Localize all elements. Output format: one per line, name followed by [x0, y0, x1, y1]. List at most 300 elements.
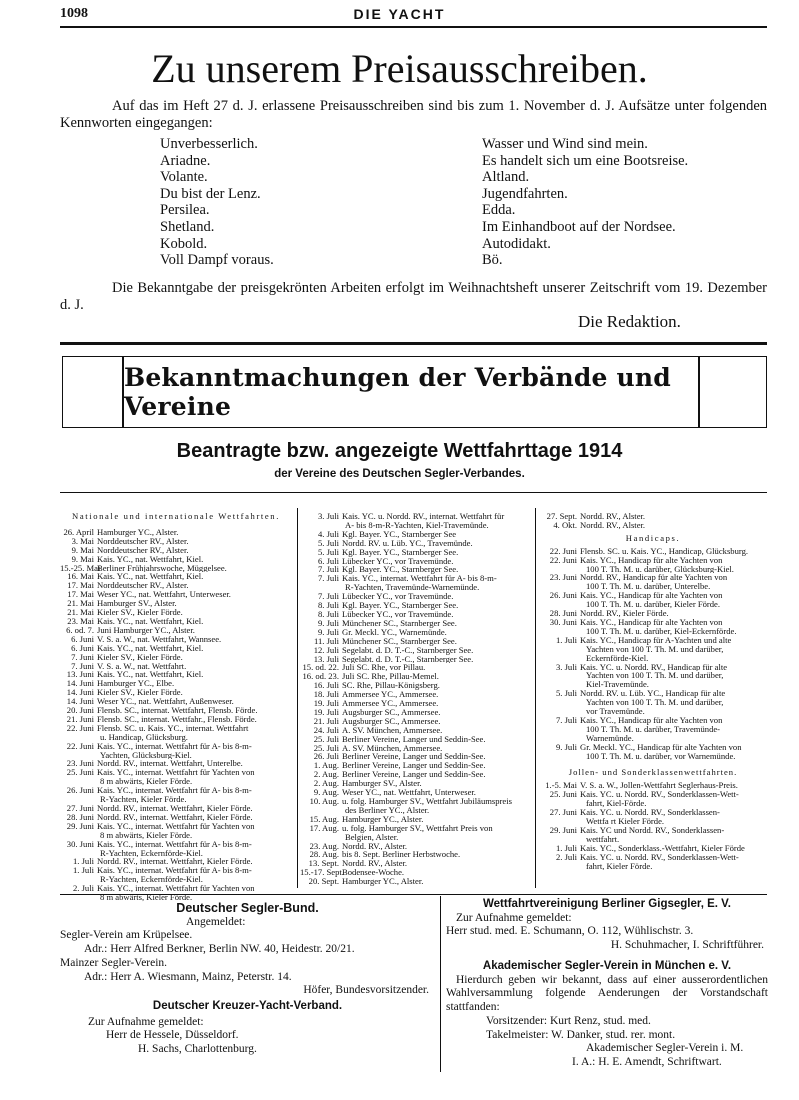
entry-text: Hamburger YC., Alster.	[342, 877, 424, 887]
entry-continuation: R-Yachten, Travemünde-Warnemünde.	[345, 583, 480, 593]
entry-date: 23. Juni	[549, 572, 577, 583]
entry-text: Lübecker YC., vor Travemünde.	[342, 592, 454, 602]
banner-box	[122, 356, 700, 428]
entry-text: Nordd. RV., internat. Wettfahrt, Kieler Förde.	[97, 857, 253, 867]
entry-text: Kgl. Bayer. YC., Starnberger See	[342, 529, 457, 539]
dsb-angemeldet: Angemeldet:	[186, 915, 246, 928]
entry-text: Norddeutscher RV., Alster.	[97, 545, 189, 555]
entry-text: Kais. YC. u. Nordd. RV., Handicap für alte	[580, 662, 728, 672]
kennwort: Shetland.	[160, 218, 215, 235]
entry-text: Kais. YC., nat. Wettfahrt, Kiel.	[97, 616, 204, 626]
page-title: Zu unserem Preisausschreiben.	[151, 46, 648, 91]
entry-text: Juli SC. Rhe, vor Pillau.	[342, 663, 426, 673]
entry-text: Hamburger YC., Elbe.	[97, 679, 175, 689]
entry-date: 17. Mai	[67, 589, 94, 600]
entry-continuation: vor Travemünde.	[586, 707, 645, 716]
entry-continuation: fahrt, Kieler Förde.	[586, 861, 653, 871]
entry-date: 21. Mai	[67, 598, 94, 609]
entry-text: Segelabt. d. D. T.-C., Starnberger See.	[342, 654, 474, 664]
regatta-entry	[60, 866, 292, 875]
entry-date: 22. Juni	[66, 740, 94, 751]
entry-date: 14. Juni	[66, 687, 94, 698]
entry-date: 6. Juli	[317, 555, 339, 566]
regatta-entry	[60, 759, 292, 768]
akademisch-vorsitzender: Kurt Renz, stud. med.	[549, 1014, 651, 1027]
entry-date: 15. od. 22.	[302, 662, 339, 673]
regatta-entry	[538, 556, 768, 565]
entry-date: 21. Juni	[66, 713, 94, 724]
regatta-entry	[538, 808, 768, 817]
entry-date: 1.-5. Mai	[545, 780, 577, 791]
page-number: 1098	[60, 6, 88, 21]
entry-continuation: 100 T. Th. M. u. darüber, vor Warnemünde.	[586, 751, 736, 761]
entry-text: Nordd. RV., Alster.	[342, 859, 408, 869]
entry-text: Kais. YC., nat. Wettfahrt, Kiel.	[97, 670, 204, 680]
dsb-title: Deutscher Segler-Bund.	[176, 901, 319, 915]
entry-continuation: Yachten von 100 T. Th. M. und darüber,	[586, 698, 724, 708]
entry-text: Flensb. SC., internat. Wettfahrt, Flensb. Förde.	[97, 706, 258, 715]
entry-text: Kais. YC., Handicap für alte Yachten von	[580, 591, 723, 601]
regatta-entry	[60, 581, 292, 590]
entry-text: Berliner Vereine, Langer und Seddin-See.	[342, 770, 486, 780]
entry-text: Kais. YC., Handicap für alte Yachten von	[580, 555, 723, 565]
entry-text: Nordd. RV., internat. Wettfahrt, Kieler Förde.	[97, 804, 253, 813]
entry-text: Hamburger SV., Alster.	[97, 599, 177, 609]
kennwort: Altland.	[482, 169, 530, 186]
entry-text: Gr. Meckl. YC., Handicap für alte Yachten von	[580, 742, 742, 752]
entry-text: Nordd. RV., Handicap für alte Yachten von	[580, 573, 728, 583]
entry-text: Hamburger SV., Alster.	[342, 779, 422, 789]
regatta-entry	[538, 689, 768, 698]
entry-date: 26. April	[63, 526, 94, 537]
entry-date: 23. Aug.	[309, 840, 339, 851]
regatta-entry	[538, 573, 768, 582]
entry-text: SC. Rhe, Pillau-Königsberg.	[342, 681, 440, 691]
entry-text: Kais. YC., Sonderklass.-Wettfahrt, Kieler Förde	[580, 843, 745, 853]
entry-date: 12. Juli	[313, 644, 339, 655]
entry-text: Kais. YC., Handicap für alte Yachten von	[580, 715, 723, 725]
entry-date: 22. Juni	[66, 722, 94, 733]
regatta-entry	[60, 715, 292, 724]
entry-date: 4. Okt.	[553, 519, 577, 530]
regatta-entry	[60, 572, 292, 581]
kennwort: Im Einhandboot auf der Nordsee.	[482, 218, 676, 235]
kennwort: Jugendfahrten.	[482, 185, 568, 202]
entry-text: Berliner Vereine, Langer und Seddin-See.	[342, 761, 486, 771]
gigsegler-signature: H. Schuhmacher, I. Schriftführer.	[610, 939, 764, 952]
entry-continuation: 8 m abwärts, Kieler Förde.	[100, 830, 193, 840]
entry-date: 8. Juli	[317, 600, 339, 611]
column-divider	[297, 508, 298, 888]
regatta-entry	[60, 528, 292, 537]
entry-date: 11. Juli	[314, 635, 339, 646]
entry-date: 26. Juni	[549, 590, 577, 601]
entry-text: Kais. YC., nat. Wettfahrt, Kiel.	[97, 572, 204, 582]
entry-text: Kais. YC., internat. Wettfahrt für A- bis 8-m-	[342, 574, 497, 584]
regatta-entry	[60, 688, 292, 697]
dsb-line: Adr.: Herr A. Wiesmann, Mainz, Peterstr. 14.	[84, 970, 292, 983]
entry-text: Weser YC., nat. Wettfahrt, Unterweser.	[97, 590, 231, 600]
regatta-entry	[60, 590, 292, 599]
entry-date: 4. Juli	[317, 528, 339, 539]
entry-date: 1. Juli	[72, 856, 94, 867]
entry-continuation: 100 T. Th. M. u. darüber, Kiel-Eckernförde.	[586, 626, 737, 636]
akademisch-title: Akademischer Segler-Verein in München e. V.	[482, 960, 732, 972]
entry-date: 5. Juli	[317, 546, 339, 557]
entry-date: 7. Juli	[317, 591, 339, 602]
entry-text: Kais. YC., internat. Wettfahrt für A- bis 8-m-	[97, 866, 252, 876]
entry-date: 2. Aug.	[313, 778, 339, 789]
regatta-entry	[300, 877, 532, 886]
entry-text: Kais. YC., nat. Wettfahrt, Kiel.	[97, 554, 204, 564]
entry-continuation: Yachten, Glücksburg-Kiel.	[100, 750, 192, 760]
entry-date: 3. Juli	[317, 511, 339, 521]
entry-date: 17. Mai	[67, 580, 94, 591]
regatta-entry	[60, 813, 292, 822]
entry-date: 29. Juni	[66, 820, 94, 831]
regatta-entry	[60, 644, 292, 653]
table-bottom-rule	[60, 894, 767, 895]
regatta-entry	[60, 626, 292, 635]
kennworte-left-list	[160, 136, 274, 269]
regatta-entry	[538, 618, 768, 627]
dsb-notice	[60, 902, 435, 998]
entry-text: Kais. YC., nat. Wettfahrt, Kiel.	[97, 643, 204, 653]
regatta-entry	[60, 840, 292, 849]
entry-text: Berliner Vereine, Langer und Seddin-See.	[342, 752, 486, 762]
table-top-rule	[60, 492, 767, 493]
kennwort: Es handelt sich um eine Bootsreise.	[482, 152, 689, 169]
entry-date: 21. Mai	[67, 607, 94, 618]
entry-date: 28. Juni	[549, 608, 577, 619]
regatta-entry	[538, 853, 768, 862]
dsb-line: Adr.: Herr Alfred Berkner, Berlin NW. 40, Heidestr. 20/21.	[84, 943, 355, 956]
banner-heading: Bekanntmachungen der Verbände und Vereine	[124, 363, 671, 421]
regatta-entry	[538, 826, 768, 835]
entry-date: 25. Juli	[313, 742, 339, 753]
section-divider	[60, 342, 767, 345]
entry-text: Nordd. RV., internat. Wettfahrt, Kieler Förde.	[97, 812, 253, 822]
outro-paragraph: Die Bekanntgabe der preisgekrönten Arbeiten erfolgt im Weihnachtsheft unserer Zeitschrift vom 19. Dezember d. J.	[60, 280, 767, 313]
entry-text: Nordd. RV. u. Lüb. YC., Handicap für alte	[580, 689, 726, 699]
entry-text: Nordd. RV. u. Lüb. YC., Travemünde.	[342, 538, 473, 548]
entry-text: Segelabt. d. D. T.-C., Starnberger See.	[342, 645, 474, 655]
entry-continuation: Warnemünde.	[586, 733, 634, 743]
regatta-entry	[60, 653, 292, 662]
entry-text: Nordd. RV., Alster.	[580, 520, 646, 530]
entry-continuation: 8 m abwärts, Kieler Förde.	[100, 777, 193, 787]
entry-text: Flensb. SC. u. Kais. YC., internat. Wettfahrt	[97, 723, 249, 733]
regatta-column-2	[300, 512, 532, 886]
entry-date: 9. Mai	[71, 553, 94, 564]
entry-date: 9. Juli	[317, 626, 339, 637]
entry-continuation: R-Yachten, Kieler Förde.	[100, 795, 187, 804]
entry-date: 27. Juni	[66, 803, 94, 813]
regatta-entry	[538, 521, 768, 530]
regatta-entry	[60, 742, 292, 751]
entry-continuation: Yachten von 100 T. Th. M. und darüber,	[586, 671, 724, 681]
akademisch-text: Hierdurch geben wir bekannt, dass auf einer ausserordentlichen Wahlversammlung folgende Aenderungen der Vorstandschaft stattfanden:	[446, 973, 768, 1014]
entry-date: 8. Juli	[317, 608, 339, 619]
regatta-entry	[538, 716, 768, 725]
regatta-entry	[60, 670, 292, 679]
entry-text: Lübecker YC., vor Travemünde.	[342, 609, 454, 619]
regatta-entry	[60, 679, 292, 688]
entry-text: Berliner Frühjahrswoche, Müggelsee.	[97, 563, 227, 573]
akademisch-notice	[446, 960, 768, 1070]
akademisch-takelmeister: W. Danker, stud. rer. mont.	[551, 1028, 676, 1041]
entry-text: Kgl. Bayer. YC., Starnberger See.	[342, 601, 459, 610]
regatta-column-3	[538, 512, 768, 870]
entry-date: 9. Mai	[71, 544, 94, 555]
kennwort: Wasser und Wind sind mein.	[482, 136, 648, 152]
dkyv-title: Deutscher Kreuzer-Yacht-Verband.	[152, 1000, 343, 1012]
entry-text: Lübecker YC., vor Travemünde.	[342, 556, 454, 566]
entry-text: Münchener SC., Starnberger See.	[342, 636, 457, 646]
entry-date: 5. Juli	[555, 688, 577, 699]
entry-date: 9. Juli	[317, 617, 339, 628]
regatta-entry	[60, 857, 292, 866]
entry-date: 18. Juli	[313, 689, 339, 700]
entry-text: Kais. YC. u. Nordd. RV., internat. Wettfahrt für	[342, 512, 505, 521]
entry-date: 15.-25. Mai	[60, 562, 101, 573]
column-heading: Nationale und internationale Wettfahrten.	[72, 511, 280, 521]
entry-continuation: Kiel-Travemünde.	[586, 680, 649, 690]
regatta-entry	[60, 537, 292, 546]
gigsegler-title: Wettfahrtvereinigung Berliner Gigsegler, E. V.	[483, 898, 731, 910]
entry-date: 13. Juli	[313, 653, 339, 664]
regatta-entry	[60, 546, 292, 555]
entry-text: Augsburger SC., Ammersee.	[342, 707, 441, 717]
entry-date: 28. Juni	[66, 811, 94, 822]
regatta-title: Beantragte bzw. angezeigte Wettfahrttage 1914	[176, 440, 623, 462]
kennwort: Du bist der Lenz.	[160, 185, 261, 202]
kennwort: Edda.	[482, 202, 516, 219]
intro-paragraph: Auf das im Heft 27 d. J. erlassene Preisausschreiben sind bis zum 1. November d. J. Aufsätze unter folgenden Kennworten eingegangen:	[60, 98, 767, 131]
entry-text: Hamburger YC., Alster.	[97, 527, 179, 537]
dsb-line: Mainzer Segler-Verein.	[60, 956, 168, 969]
regatta-entry	[60, 724, 292, 733]
regatta-entry	[300, 797, 532, 806]
entry-continuation: Belgien, Alster.	[345, 832, 399, 842]
entry-date: 1. Juli	[72, 865, 94, 876]
magazine-title: DIE YACHT	[353, 6, 446, 22]
entry-continuation: Wettfa rt Kieler Förde.	[586, 817, 665, 826]
gigsegler-member: Herr stud. med. E. Schumann, O. 112, Wühlischstr. 3.	[446, 925, 694, 938]
entry-date: 6. Juni	[71, 633, 94, 644]
regatta-entry	[538, 663, 768, 672]
entry-date: 7. Juni	[71, 651, 94, 662]
entry-text: Kais. YC. u. Nordd. RV., Sonderklassen-Wett-	[580, 790, 739, 800]
entry-date: 9. Juli	[555, 741, 577, 752]
kennwort: Kobold.	[160, 235, 208, 252]
entry-date: 2. Juli	[555, 851, 577, 862]
entry-date: 1. Aug.	[313, 760, 339, 771]
regatta-entry	[60, 599, 292, 608]
entry-text: Kais. YC. u. Nordd. RV., Sonderklassen-	[580, 808, 720, 817]
entry-text: Kais. YC., internat. Wettfahrt für Yachten von	[97, 821, 255, 831]
regatta-entry	[300, 512, 532, 521]
regatta-entry	[300, 574, 532, 583]
entry-date: 26. Juli	[313, 751, 339, 762]
dsb-line: Segler-Verein am Krüpelsee.	[60, 929, 193, 942]
gigsegler-aufnahme: Zur Aufnahme gemeldet:	[456, 911, 572, 924]
kennwort: Volante.	[160, 169, 208, 186]
entry-text: Nordd. RV., internat. Wettfahrt, Unterelbe.	[97, 759, 243, 769]
entry-continuation: des Berliner YC., Alster.	[345, 805, 430, 815]
akademisch-sig1: Akademischer Segler-Verein i. M.	[586, 1042, 744, 1055]
regatta-entry	[60, 768, 292, 777]
entry-date: 19. Juli	[313, 698, 339, 709]
kennwort: Persilea.	[160, 202, 210, 219]
entry-text: Kais. YC., internat. Wettfahrt für A- bis 8-m-	[97, 741, 252, 751]
entry-text: Norddeutscher RV., Alster.	[97, 581, 189, 591]
handicaps-heading: Handicaps.	[625, 532, 681, 543]
entry-text: Kieler SV., Kieler Förde.	[97, 608, 183, 617]
entry-text: Flensb. SC. u. Kais. YC., Handicap, Glücksburg.	[580, 546, 749, 556]
regatta-entry	[60, 635, 292, 644]
entry-text: Ammersee YC., Ammersee.	[342, 699, 439, 708]
entry-text: Münchener SC., Starnberger See.	[342, 618, 457, 628]
entry-date: 28. Aug.	[309, 849, 339, 860]
dkyv-member: H. Sachs, Charlottenburg.	[138, 1043, 257, 1056]
entry-text: Kgl. Bayer. YC., Starnberger See.	[342, 547, 459, 557]
entry-text: Kieler SV., Kieler Förde.	[97, 688, 183, 698]
entry-date: 27. Sept.	[546, 511, 577, 521]
entry-date: 15.-17. Sept.	[300, 867, 344, 878]
entry-text: Weser YC., nat. Wettfahrt, Außenweser.	[97, 697, 234, 707]
jollen-heading: Jollen- und Sonderklassenwettfahrten.	[568, 767, 738, 778]
entry-text: Kgl. Bayer. YC., Starnberger See.	[342, 565, 459, 575]
kennworte-right-list	[482, 136, 688, 269]
header-rule	[60, 26, 767, 28]
entry-continuation: Yachten von 100 T. Th. M. und darüber,	[586, 644, 724, 654]
entry-date: 21. Juli	[313, 715, 339, 726]
entry-date: 27. Juni	[549, 807, 577, 818]
regatta-subtitle: der Vereine des Deutschen Segler-Verbandes.	[274, 468, 525, 480]
regatta-entry	[60, 564, 292, 573]
entry-continuation: 100 T. Th. M. u. darüber, Travemünde-	[586, 724, 721, 734]
entry-text: u. folg. Hamburger SV., Wettfahrt Jubiläumspreis	[342, 797, 512, 806]
regatta-entry	[60, 617, 292, 626]
entry-text: Bodensee-Woche.	[342, 868, 405, 878]
entry-continuation: wettfahrt.	[586, 834, 620, 844]
entry-text: A. SV. München, Ammersee.	[342, 743, 443, 753]
regatta-entry	[60, 884, 292, 893]
entry-date: 20. Juni	[66, 705, 94, 716]
entry-date: 7. Juni	[71, 660, 94, 671]
regatta-entry	[60, 697, 292, 706]
entry-date: 30. Juni	[66, 838, 94, 849]
gigsegler-notice	[446, 898, 768, 953]
entry-date: 3. Juli	[555, 661, 577, 672]
entry-date: 26. Juni	[66, 785, 94, 796]
entry-text: Kais. YC., internat. Wettfahrt für A- bis 8-m-	[97, 839, 252, 849]
entry-date: 6. Juni	[71, 642, 94, 653]
entry-text: V. S. a. W., Jollen-Wettfahrt Seglerhaus-Preis.	[580, 781, 738, 791]
entry-date: 22. Juni	[549, 554, 577, 565]
regatta-entry	[60, 706, 292, 715]
regatta-entry	[300, 824, 532, 833]
entry-date: 1. Juli	[555, 634, 577, 645]
regatta-entry	[538, 636, 768, 645]
column-divider	[535, 508, 536, 888]
entry-date: 25. Juni	[66, 767, 94, 778]
regatta-entry	[60, 608, 292, 617]
entry-text: A. SV. München, Ammersee.	[342, 725, 443, 735]
entry-text: Kais. YC., Handicap für A-Yachten und alte	[580, 635, 732, 645]
entry-date: 5. Juli	[317, 537, 339, 548]
entry-date: 2. Aug.	[313, 769, 339, 780]
entry-text: Gr. Meckl. YC., Warnemünde.	[342, 627, 447, 637]
entry-text: Kais. YC und Nordd. RV., Sonderklassen-	[580, 825, 725, 835]
entry-date: 9. Aug.	[313, 787, 339, 798]
entry-continuation: u. Handicap, Glücksburg.	[100, 732, 188, 742]
entry-text: Augsburger SC., Ammersee.	[342, 716, 441, 726]
entry-text: Kais. YC., internat. Wettfahrt für Yachten von	[97, 768, 255, 778]
entry-continuation: A- bis 8-m-R-Yachten, Kiel-Travemünde.	[345, 520, 489, 530]
entry-continuation: Eckernförde-Kiel.	[586, 653, 649, 663]
akademisch-vorsitzender-label: Vorsitzender:	[486, 1014, 548, 1027]
akademisch-sig2: I. A.: H. E. Amendt, Schriftwart.	[572, 1055, 722, 1068]
regatta-entry	[60, 786, 292, 795]
entry-continuation: R-Yachten, Eckernförde-Kiel.	[100, 848, 203, 858]
kennwort: Unverbesserlich.	[160, 136, 258, 152]
entry-continuation: 8 m abwärts, Kieler Förde.	[100, 893, 193, 902]
entry-date: 15. Aug.	[309, 813, 339, 824]
entry-text: Nordd. RV., Alster.	[342, 841, 408, 851]
akademisch-takelmeister-label: Takelmeister:	[486, 1028, 549, 1041]
regatta-entry	[60, 662, 292, 671]
entry-text: Kais. YC., internat. Wettfahrt für A- bis 8-m-	[97, 786, 252, 796]
entry-date: 19. Juli	[313, 706, 339, 717]
entry-continuation: fahrt, Kiel-Förde.	[586, 799, 647, 809]
entry-text: Kais. YC., Handicap für alte Yachten von	[580, 617, 723, 627]
entry-text: Nordd. RV., Alster.	[580, 512, 646, 521]
kennwort: Autodidakt.	[482, 235, 551, 252]
entry-date: 16. Juli	[313, 680, 339, 691]
entry-text: Ammersee YC., Ammersee.	[342, 690, 439, 700]
regatta-column-1	[60, 512, 292, 902]
entry-text: u. folg. Hamburger SV., Wettfahrt Preis von	[342, 823, 493, 833]
kennwort: Ariadne.	[160, 152, 211, 169]
entry-date: 23. Mai	[67, 615, 94, 626]
dkyv-member: Herr de Hessele, Düsseldorf.	[106, 1029, 239, 1042]
bottom-column-divider	[440, 896, 441, 1072]
kennwort: Bö.	[482, 252, 503, 269]
entry-text: Weser YC., nat. Wettfahrt, Unterweser.	[342, 788, 476, 797]
entry-text: Berliner Vereine, Langer und Seddin-See.	[342, 734, 486, 744]
entry-date: 25. Juni	[549, 789, 577, 800]
entry-date: 14. Juni	[66, 696, 94, 707]
entry-date: 10. Aug.	[309, 796, 339, 806]
entry-text: Norddeutscher RV., Alster.	[97, 536, 189, 546]
entry-date: 1. Juli	[555, 842, 577, 853]
entry-date: 14. Juni	[66, 678, 94, 689]
entry-date: 16. od. 23.	[302, 671, 339, 682]
entry-text: Kais. YC., internat. Wettfahrt für Yachten von	[97, 884, 255, 894]
entry-continuation: 100 T. Th. M. u. darüber, Glücksburg-Kiel.	[586, 564, 734, 574]
dkyv-notice	[60, 1000, 435, 1057]
dsb-signature: Höfer, Bundesvorsitzender.	[303, 984, 429, 997]
editor-signature: Die Redaktion.	[578, 312, 681, 331]
entry-text: V. S. a. W., nat. Wettfahrt.	[97, 661, 187, 671]
entry-date: 7. Juli	[555, 714, 577, 725]
entry-date: 23. Juni	[66, 758, 94, 769]
entry-continuation: R-Yachten, Eckernförde-Kiel.	[100, 875, 203, 885]
entry-text: Nordd. RV., Kieler Förde.	[580, 609, 669, 618]
entry-text: Kais. YC. u. Nordd. RV., Sonderklassen-Wett-	[580, 852, 739, 862]
